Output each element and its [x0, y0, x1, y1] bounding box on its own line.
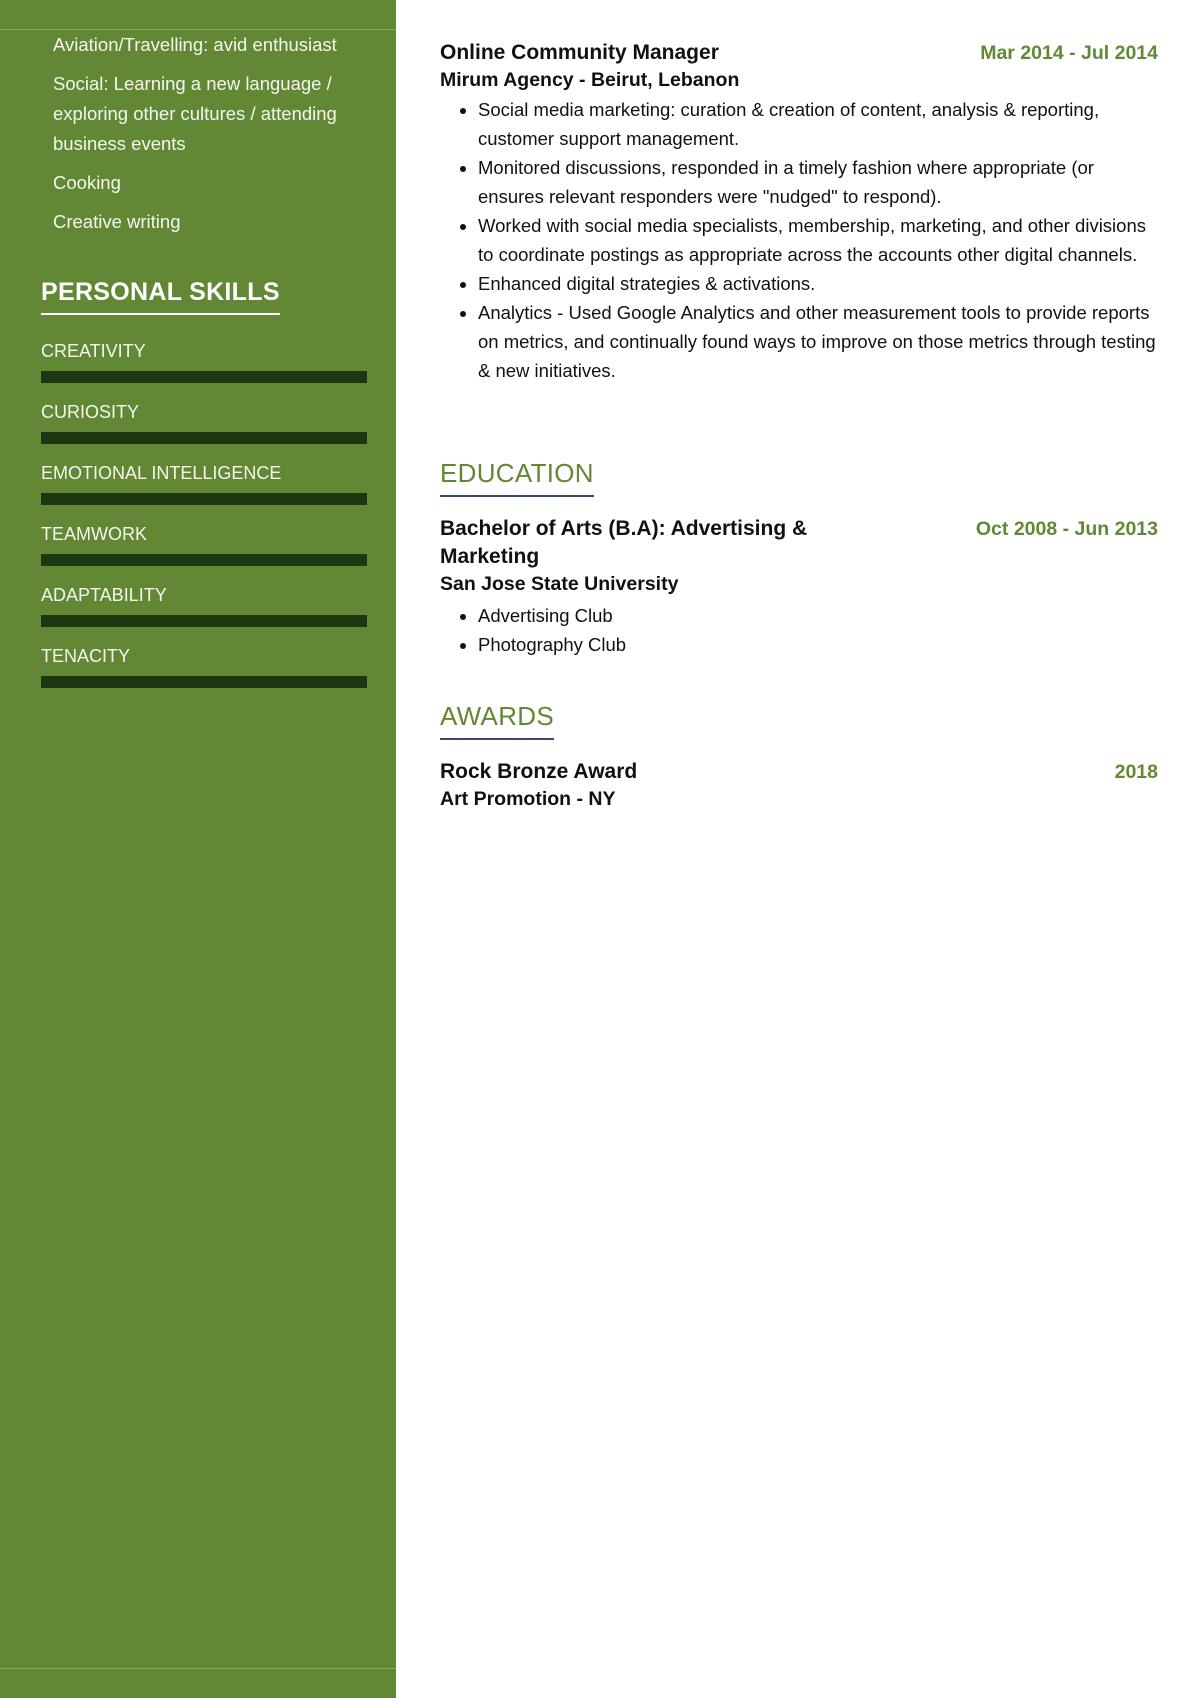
skill-level-fill: [41, 432, 367, 444]
skill-name: CURIOSITY: [41, 402, 140, 422]
education-section: [440, 458, 1158, 659]
skill-level-bar: [41, 676, 367, 688]
interest-item: Cooking: [53, 172, 121, 193]
experience-bullets: [440, 95, 1158, 385]
skill-level-bar: [41, 493, 367, 505]
skill-name: TENACITY: [41, 646, 131, 666]
award-org: Art Promotion - NY: [440, 788, 616, 810]
sidebar: [0, 0, 396, 1698]
interest-item: Social: Learning a new language / exploring other cultures / attending business events: [53, 73, 337, 154]
job-title: Online Community Manager: [440, 41, 719, 64]
experience-bullet: • Worked with social media specialists, membership, marketing, and other divisions to coordinate postings as appropriate across the accounts other digital channels.: [478, 211, 1158, 269]
skill-level-fill: [41, 554, 367, 566]
job-dates: Mar 2014 - Jul 2014: [980, 42, 1158, 64]
awards-heading: AWARDS: [440, 701, 554, 740]
education-heading: EDUCATION: [440, 458, 594, 497]
experience-bullet: • Social media marketing: curation & creation of content, analysis & reporting, customer support management.: [478, 95, 1158, 153]
company-name: Mirum Agency - Beirut, Lebanon: [440, 69, 740, 91]
skill-name: TEAMWORK: [41, 524, 147, 544]
skill-level-fill: [41, 371, 367, 383]
experience-bullet: • Analytics - Used Google Analytics and other measurement tools to provide reports on metrics, and continually found ways to improve on those metrics through testing & new initiatives.: [478, 298, 1158, 385]
skill-level-fill: [41, 615, 367, 627]
skill-item: [41, 641, 367, 702]
education-header: [440, 515, 1158, 571]
awards-section: [440, 701, 1158, 812]
skill-item: [41, 580, 367, 641]
skill-name: ADAPTABILITY: [41, 585, 167, 605]
award-name: Rock Bronze Award: [440, 760, 638, 783]
award-year: 2018: [1114, 761, 1158, 783]
skill-item: [41, 519, 367, 580]
skill-level-bar: [41, 554, 367, 566]
skills-list: [41, 336, 367, 702]
experience-entry: [440, 39, 1158, 385]
personal-skills-heading: PERSONAL SKILLS: [41, 278, 280, 315]
award-header: [440, 758, 1158, 786]
skill-level-bar: [41, 615, 367, 627]
skill-item: [41, 336, 367, 397]
skill-level-bar: [41, 371, 367, 383]
experience-header: [440, 39, 1158, 67]
interest-item: Creative writing: [53, 211, 181, 232]
school-name: San Jose State University: [440, 573, 679, 595]
education-dates: Oct 2008 - Jun 2013: [975, 518, 1158, 540]
interests-list: [53, 30, 373, 246]
sidebar-divider-bottom: [0, 1668, 396, 1669]
skill-level-fill: [41, 493, 367, 505]
skill-name: EMOTIONAL INTELLIGENCE: [41, 463, 282, 483]
skill-item: [41, 397, 367, 458]
interest-item: Aviation/Travelling: avid enthusiast: [53, 34, 337, 55]
skill-name: CREATIVITY: [41, 341, 146, 361]
skill-level-bar: [41, 432, 367, 444]
skill-item: [41, 458, 367, 519]
education-bullet: • Photography Club: [478, 630, 1158, 659]
education-bullet: • Advertising Club: [478, 601, 1158, 630]
skill-level-fill: [41, 676, 367, 688]
degree-title: Bachelor of Arts (B.A): Advertising & Marketing: [440, 517, 808, 568]
experience-bullet: • Monitored discussions, responded in a timely fashion where appropriate (or ensures relevant responders were "nudged" to respond).: [478, 153, 1158, 211]
experience-bullet: • Enhanced digital strategies & activations.: [478, 269, 1158, 298]
education-bullets: [440, 601, 1158, 659]
